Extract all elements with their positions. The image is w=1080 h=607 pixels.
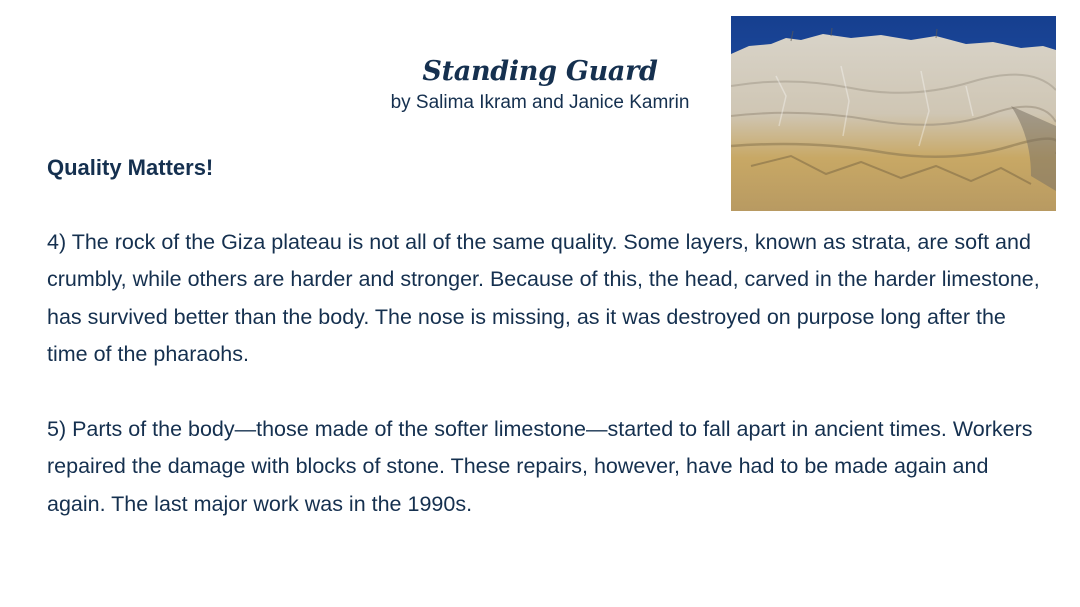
limestone-photo xyxy=(731,16,1056,211)
page-title: Standing Guard xyxy=(422,56,658,87)
section-heading: Quality Matters! xyxy=(47,155,214,180)
paragraph-4: 4) The rock of the Giza plateau is not all of the same quality. Some layers, known as strata, are soft and crumbly, while others are harder and stronger. Because of this, the head, carved in the harder limestone, has survived better than the body. The nose is missing, as it was destroyed on purpose long after the time of the pharaohs. xyxy=(47,230,1040,366)
author-byline: by Salima Ikram and Janice Kamrin xyxy=(390,92,690,113)
paragraph-5: 5) Parts of the body—those made of the softer limestone—started to fall apart in ancient times. Workers repaired the damage with blocks of stone. These repairs, however, have had to be made again and again. The last major work was in the 1990s. xyxy=(47,417,1033,516)
